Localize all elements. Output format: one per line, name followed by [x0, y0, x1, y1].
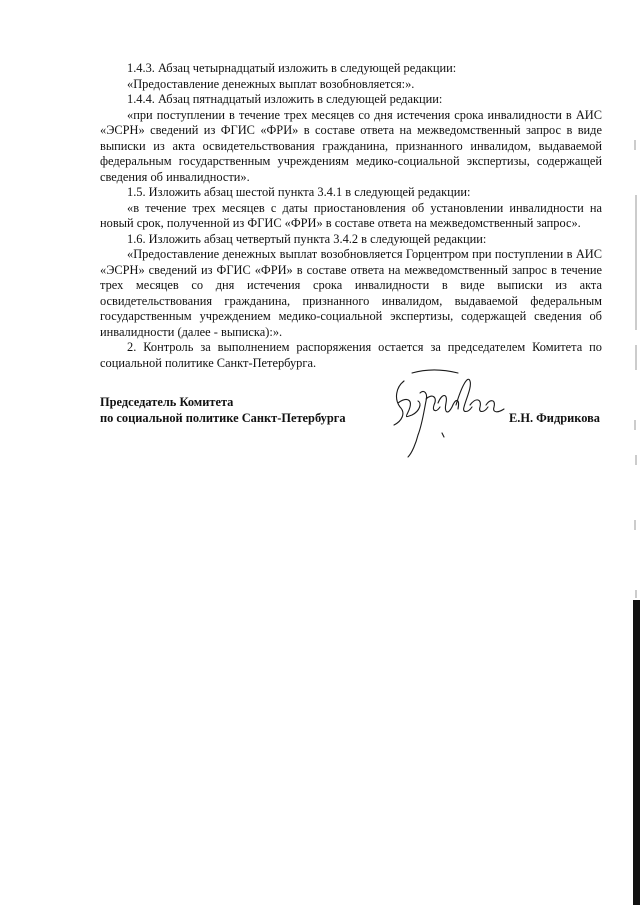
signatory-title-line-1: Председатель Комитета [100, 395, 234, 409]
paragraph-quote-three-months: «в течение трех месяцев с даты приостановления об установлении инвалидности на новый срок, полученной из ФГИС «ФРИ» в составе ответа на межведомственный запрос». [100, 200, 602, 230]
scan-edge-artifact [622, 0, 640, 905]
document-body [100, 61, 602, 371]
paragraph-quote-gorcenter: «Предоставление денежных выплат возобновляется Горцентром при поступлении в АИС «ЭСРН» сведений из ФГИС «ФРИ» в составе ответа на межведомственный запрос в течение трех месяцев со дня истечения срока инвалидности в виде выписки из акта освидетельствования гражданина, признанного инвалидом, выдаваемой федеральным государственным учреждением медико-социальной экспертизы, содержащей сведения об инвалидности (далее - выписка):». [100, 247, 602, 339]
signatory-title-line-2: по социальной политике Санкт-Петербурга [100, 410, 346, 425]
paragraph-1-6: 1.6. Изложить абзац четвертый пункта 3.4.2 в следующей редакции: [127, 231, 487, 246]
paragraph-1-5: 1.5. Изложить абзац шестой пункта 3.4.1 в следующей редакции: [127, 185, 471, 199]
handwritten-signature [382, 363, 510, 459]
signatory-name: Е.Н. Фидрикова [508, 410, 600, 425]
signatory-title [100, 395, 346, 426]
paragraph-2-control: 2. Контроль за выполнением распоряжения остается за председателем Комитета по социальной политике Санкт-Петербурга. [100, 340, 602, 370]
paragraph-quote-receipt: «при поступлении в течение трех месяцев со дня истечения срока инвалидности в АИС «ЭСРН» сведений из ФГИС «ФРИ» в составе ответа на межведомственный запрос в виде выписки из акта освидетельствования гражданина, признанного инвалидом, выдаваемой федеральным государственным учреждениям медико-социальной экспертизы, содержащей сведения об инвалидности». [100, 107, 602, 184]
paragraph-1-4-3: 1.4.3. Абзац четырнадцатый изложить в следующей редакции: [127, 61, 457, 75]
paragraph-quote-resume: «Предоставление денежных выплат возобновляется:». [127, 76, 415, 91]
paragraph-1-4-4: 1.4.4. Абзац пятнадцатый изложить в следующей редакции: [127, 92, 443, 106]
signature-block [100, 395, 602, 455]
